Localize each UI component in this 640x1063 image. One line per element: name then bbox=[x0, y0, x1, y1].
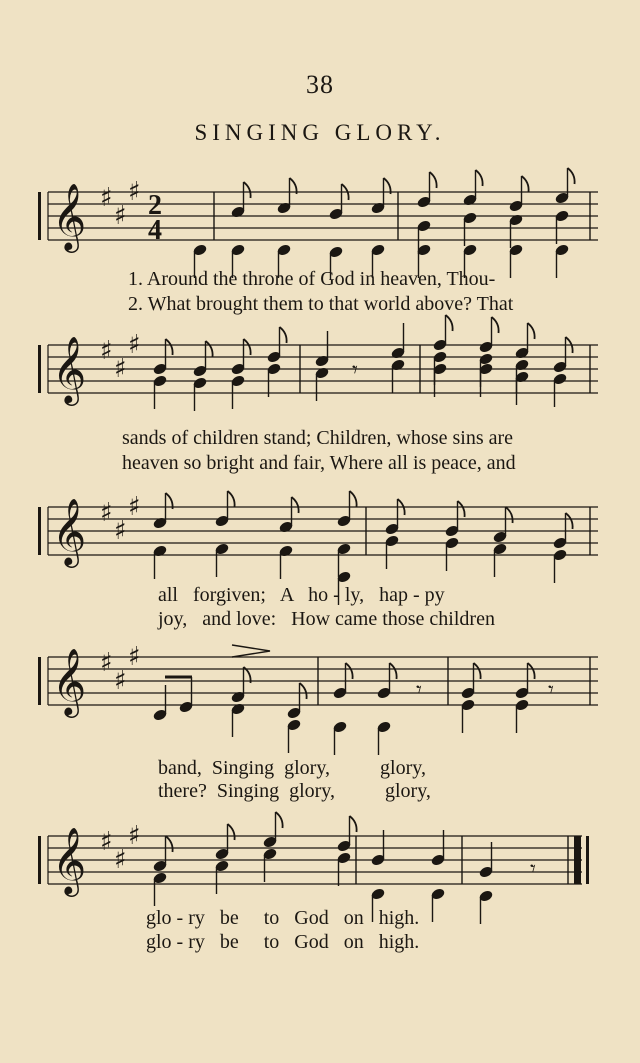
note-head bbox=[370, 178, 390, 215]
note-head bbox=[552, 548, 568, 583]
sharp-icon: ♯ bbox=[114, 845, 127, 875]
music-system-2 bbox=[0, 320, 640, 480]
eighth-rest-icon: 𝄾 bbox=[548, 677, 554, 702]
note-head bbox=[152, 871, 168, 906]
music-system-1 bbox=[0, 160, 640, 315]
note-head bbox=[278, 497, 298, 534]
sharp-icon: ♯ bbox=[100, 648, 113, 678]
page-number: 38 bbox=[306, 70, 334, 99]
lyric-verse2-line4: there? Singing glory, glory, bbox=[158, 780, 431, 802]
system-start-bar bbox=[38, 507, 41, 555]
system-start-bar bbox=[38, 657, 41, 705]
note-head bbox=[462, 170, 482, 207]
staff-1 bbox=[0, 160, 640, 270]
note-head bbox=[286, 683, 306, 720]
accent-icon bbox=[232, 645, 270, 657]
note-head bbox=[432, 315, 452, 352]
note-head bbox=[328, 184, 348, 221]
note-head bbox=[416, 172, 436, 209]
treble-clef-icon: 𝄞 bbox=[52, 182, 87, 250]
note-head bbox=[336, 816, 356, 853]
note-head bbox=[508, 243, 524, 278]
staff-4 bbox=[0, 625, 640, 755]
eighth-rest-icon: 𝄾 bbox=[530, 856, 536, 881]
lyric-verse2-line3: joy, and love: How came those children bbox=[158, 608, 495, 630]
lyric-verse1-line1: 1. Around the throne of God in heaven, Thou- bbox=[128, 268, 496, 290]
note-head bbox=[214, 859, 230, 894]
note-head bbox=[278, 544, 294, 579]
treble-clef-icon: 𝄞 bbox=[52, 647, 87, 715]
note-head bbox=[554, 168, 574, 205]
time-signature-bottom: 4 bbox=[148, 215, 162, 246]
note-head bbox=[178, 677, 194, 714]
note-head bbox=[336, 491, 356, 528]
hymn-title: SINGING GLORY. bbox=[194, 120, 446, 145]
eighth-rest-icon: 𝄾 bbox=[352, 357, 358, 382]
note-head bbox=[514, 323, 534, 360]
note-head bbox=[492, 542, 508, 577]
note-head bbox=[376, 720, 392, 755]
eighth-rest-icon: 𝄾 bbox=[416, 677, 422, 702]
note-head bbox=[230, 702, 246, 737]
note-head bbox=[332, 720, 348, 755]
note-head bbox=[262, 847, 278, 882]
note-head bbox=[230, 667, 250, 704]
note-head bbox=[444, 536, 460, 571]
sharp-icon: ♯ bbox=[128, 642, 141, 672]
note-head bbox=[508, 176, 528, 213]
system-start-bar bbox=[38, 836, 41, 884]
note-head bbox=[214, 491, 234, 528]
sharp-icon: ♯ bbox=[114, 516, 127, 546]
note-head bbox=[214, 542, 230, 577]
note-head bbox=[276, 178, 296, 215]
staff-5 bbox=[0, 800, 640, 910]
treble-clef-icon: 𝄞 bbox=[52, 335, 87, 403]
note-head bbox=[552, 337, 572, 374]
note-head bbox=[230, 374, 246, 409]
note-head bbox=[152, 685, 168, 722]
note-head bbox=[554, 243, 570, 278]
lyric-verse1-line5: glo - ry be to God on high. bbox=[146, 907, 420, 929]
note-head bbox=[430, 887, 446, 922]
note-head bbox=[192, 341, 212, 378]
sharp-icon: ♯ bbox=[128, 177, 141, 207]
note-head bbox=[152, 836, 172, 873]
note-head bbox=[460, 698, 476, 733]
staff-3 bbox=[0, 475, 640, 585]
system-start-bar bbox=[38, 192, 41, 240]
note-head bbox=[336, 542, 352, 577]
music-system-3 bbox=[0, 475, 640, 635]
note-head bbox=[492, 507, 512, 544]
note-head bbox=[152, 374, 168, 409]
sharp-icon: ♯ bbox=[128, 492, 141, 522]
note-head bbox=[286, 718, 302, 753]
note-head bbox=[152, 544, 168, 579]
note-head bbox=[214, 824, 234, 861]
note-head bbox=[552, 372, 568, 407]
lyric-verse1-line2: sands of children stand; Children, whose sins are bbox=[122, 427, 514, 449]
sharp-icon: ♯ bbox=[114, 354, 127, 384]
note-head bbox=[390, 323, 406, 360]
sharp-icon: ♯ bbox=[100, 827, 113, 857]
note-head bbox=[266, 362, 282, 397]
sharp-icon: ♯ bbox=[114, 666, 127, 696]
sharp-icon: ♯ bbox=[128, 821, 141, 851]
sharp-icon: ♯ bbox=[114, 201, 127, 231]
lyric-verse1-line4: band, Singing glory, glory, bbox=[158, 757, 426, 779]
note-head bbox=[478, 317, 498, 354]
note-head bbox=[314, 366, 330, 401]
note-head bbox=[554, 209, 570, 244]
lyric-verse2-line1: 2. What brought them to that world above? That bbox=[128, 293, 514, 315]
sharp-icon: ♯ bbox=[128, 330, 141, 360]
note-head bbox=[384, 534, 400, 569]
staff-2 bbox=[0, 320, 640, 430]
treble-clef-icon: 𝄞 bbox=[52, 826, 87, 894]
treble-clef-icon: 𝄞 bbox=[52, 497, 87, 565]
note-head bbox=[384, 499, 404, 536]
note-head bbox=[478, 889, 494, 924]
note-head bbox=[508, 213, 524, 248]
note-head bbox=[390, 358, 406, 393]
sharp-icon: ♯ bbox=[100, 336, 113, 366]
sharp-icon: ♯ bbox=[100, 183, 113, 213]
music-system-5 bbox=[0, 800, 640, 960]
note-head bbox=[514, 698, 530, 733]
final-barline bbox=[574, 836, 581, 884]
sharp-icon: ♯ bbox=[100, 498, 113, 528]
music-system-4 bbox=[0, 625, 640, 805]
note-head bbox=[336, 851, 352, 886]
system-start-bar bbox=[38, 345, 41, 393]
time-signature-top: 2 bbox=[148, 190, 162, 221]
lyric-verse1-line3: all forgiven; A ho - ly, hap - py bbox=[158, 584, 445, 606]
lyric-verse2-line5: glo - ry be to God on high. bbox=[146, 931, 420, 953]
note-head bbox=[152, 493, 172, 530]
note-head bbox=[230, 182, 250, 219]
lyric-verse2-line2: heaven so bright and fair, Where all is peace, and bbox=[122, 452, 516, 474]
note-head bbox=[262, 812, 282, 849]
note-head bbox=[314, 331, 330, 368]
